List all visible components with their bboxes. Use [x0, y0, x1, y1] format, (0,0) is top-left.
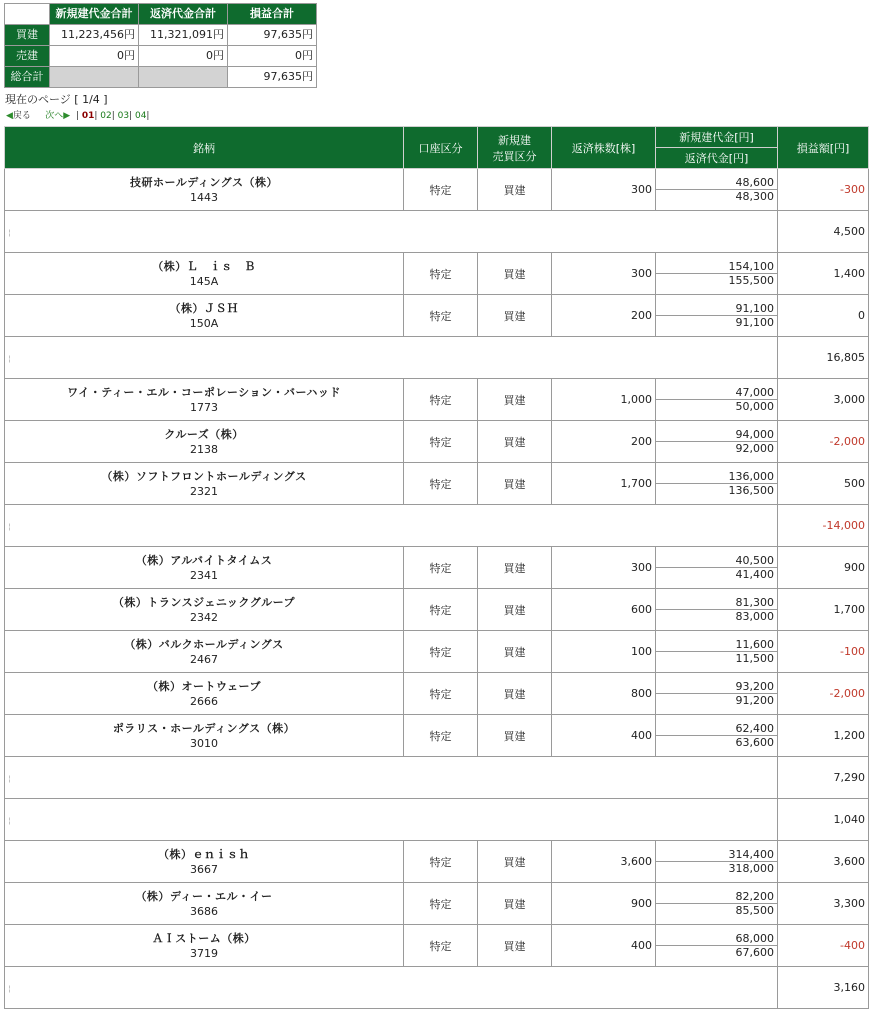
stock-name-cell [5, 673, 404, 715]
profit-loss: -100 [778, 631, 869, 673]
stock-name-cell [5, 589, 404, 631]
subtotal-profit-loss: 7,290 [778, 757, 869, 799]
summary-label-buy: 買建 [5, 25, 50, 46]
stock-name[interactable]: （株）アルバイトタイムス [135, 553, 273, 567]
stock-code: 1773 [190, 400, 218, 414]
table-row [5, 925, 869, 967]
summary-label-total: 総合計 [5, 67, 50, 88]
summary-sell-new: 0円 [50, 46, 139, 67]
repay-amount: 48,300 [735, 190, 774, 203]
repay-shares: 3,600 [552, 841, 656, 883]
table-body [5, 169, 869, 1009]
repay-amount: 91,200 [735, 694, 774, 707]
trade-type: 買建 [478, 547, 552, 589]
stock-name-cell [5, 463, 404, 505]
profit-loss: -400 [778, 925, 869, 967]
header-trade-line2: 売買区分 [492, 149, 537, 163]
repay-shares: 100 [552, 631, 656, 673]
header-name: 銘柄 [5, 127, 404, 169]
table-row [5, 841, 869, 883]
account-type: 特定 [404, 715, 478, 757]
amount-cell [656, 589, 778, 631]
summary-sell-pl: 0円 [228, 46, 317, 67]
page-info: 現在のページ [ 1/4 ] [5, 93, 108, 106]
profit-loss: 3,600 [778, 841, 869, 883]
account-type: 特定 [404, 841, 478, 883]
stock-code: 3010 [190, 736, 218, 750]
header-pl: 損益額[円] [778, 127, 869, 169]
stock-name-cell [5, 253, 404, 295]
stock-name[interactable]: （株）Ｌ ｉｓ Ｂ [152, 259, 256, 273]
profit-loss: 0 [778, 295, 869, 337]
amount-cell [656, 673, 778, 715]
trade-type: 買建 [478, 463, 552, 505]
table-header-row-1 [5, 127, 869, 148]
stock-code: 2467 [190, 652, 218, 666]
table-row [5, 379, 869, 421]
amount-cell [656, 463, 778, 505]
subtotal-tick: ¦ [8, 984, 11, 993]
new-amount: 154,100 [656, 260, 777, 274]
new-amount: 47,000 [656, 386, 777, 400]
summary-total-repay [139, 67, 228, 88]
new-amount: 93,200 [656, 680, 777, 694]
amount-cell [656, 925, 778, 967]
repay-amount: 50,000 [735, 400, 774, 413]
repay-shares: 400 [552, 715, 656, 757]
new-amount: 82,200 [656, 890, 777, 904]
profit-loss: 900 [778, 547, 869, 589]
stock-code: 3719 [190, 946, 218, 960]
stock-name-cell [5, 715, 404, 757]
amount-cell [656, 841, 778, 883]
profit-loss: -2,000 [778, 673, 869, 715]
trade-type: 買建 [478, 421, 552, 463]
subtotal-tick: ¦ [8, 774, 11, 783]
subtotal-row [5, 757, 869, 799]
trade-type: 買建 [478, 253, 552, 295]
stock-name[interactable]: （株）オートウェーブ [146, 679, 261, 693]
page-link-03[interactable]: 03 [117, 111, 130, 121]
stock-name-cell [5, 925, 404, 967]
stock-code: 145A [189, 274, 219, 288]
repay-shares: 200 [552, 295, 656, 337]
subtotal-profit-loss: 3,160 [778, 967, 869, 1009]
stock-name-cell [5, 379, 404, 421]
new-amount: 40,500 [656, 554, 777, 568]
stock-name-cell [5, 883, 404, 925]
stock-name-cell [5, 841, 404, 883]
repay-shares: 600 [552, 589, 656, 631]
stock-name-cell [5, 295, 404, 337]
page-link-02[interactable]: 02 [100, 111, 112, 121]
new-amount: 91,100 [656, 302, 777, 316]
subtotal-profit-loss: -14,000 [778, 505, 869, 547]
trade-type: 買建 [478, 715, 552, 757]
summary-header-row [5, 4, 317, 25]
subtotal-spacer [5, 211, 778, 253]
stock-code: 3667 [190, 862, 218, 876]
trade-type: 買建 [478, 925, 552, 967]
trade-type: 買建 [478, 841, 552, 883]
summary-corner [5, 4, 50, 25]
stock-code: 1443 [190, 190, 218, 204]
subtotal-row [5, 967, 869, 1009]
header-account: 口座区分 [404, 127, 478, 169]
repay-amount: 11,500 [735, 652, 774, 665]
table-row [5, 421, 869, 463]
next-link[interactable]: 次へ [45, 111, 64, 121]
table-row [5, 253, 869, 295]
table-row [5, 673, 869, 715]
repay-amount: 136,500 [728, 484, 774, 497]
prev-arrow-icon: ◀ [6, 111, 13, 121]
stock-name[interactable]: ＡＩストーム（株） [152, 931, 256, 945]
stock-name-cell [5, 631, 404, 673]
new-amount: 62,400 [656, 722, 777, 736]
repay-amount: 85,500 [735, 904, 774, 917]
repay-amount: 92,000 [735, 442, 774, 455]
account-type: 特定 [404, 589, 478, 631]
summary-buy-pl: 97,635円 [228, 25, 317, 46]
account-type: 特定 [404, 169, 478, 211]
subtotal-tick: ¦ [8, 354, 11, 363]
summary-header-pl: 損益合計 [228, 4, 317, 25]
account-type: 特定 [404, 295, 478, 337]
new-amount: 136,000 [656, 470, 777, 484]
summary-row-sell [5, 46, 317, 67]
summary-header-repay: 返済代金合計 [139, 4, 228, 25]
repay-shares: 1,000 [552, 379, 656, 421]
summary-total-pl: 97,635円 [228, 67, 317, 88]
positions-table [4, 126, 869, 1009]
stock-code: 150A [189, 316, 219, 330]
stock-code: 2341 [190, 568, 218, 582]
summary-total-new [50, 67, 139, 88]
new-amount: 48,600 [656, 176, 777, 190]
stock-code: 3686 [190, 904, 218, 918]
header-trade-line1: 新規建 [498, 133, 531, 147]
repay-shares: 900 [552, 883, 656, 925]
amount-cell [656, 883, 778, 925]
trade-type: 買建 [478, 169, 552, 211]
stock-code: 2321 [190, 484, 218, 498]
subtotal-row [5, 799, 869, 841]
profit-loss: 1,200 [778, 715, 869, 757]
profit-loss: 1,700 [778, 589, 869, 631]
repay-amount: 41,400 [735, 568, 774, 581]
repay-amount: 63,600 [735, 736, 774, 749]
account-type: 特定 [404, 673, 478, 715]
new-amount: 68,000 [656, 932, 777, 946]
stock-code: 2666 [190, 694, 218, 708]
repay-amount: 67,600 [735, 946, 774, 959]
repay-shares: 800 [552, 673, 656, 715]
trade-type: 買建 [478, 631, 552, 673]
table-row [5, 883, 869, 925]
trade-type: 買建 [478, 673, 552, 715]
subtotal-tick: ¦ [8, 522, 11, 531]
stock-name[interactable]: （株）トランスジェニックグループ [112, 595, 296, 609]
repay-shares: 300 [552, 547, 656, 589]
page-link-04[interactable]: 04 [134, 111, 147, 121]
table-row [5, 169, 869, 211]
repay-amount: 91,100 [735, 316, 774, 329]
stock-name[interactable]: （株）ｅｎｉｓｈ [158, 847, 250, 861]
profit-loss: 500 [778, 463, 869, 505]
amount-cell [656, 631, 778, 673]
account-type: 特定 [404, 631, 478, 673]
repay-shares: 200 [552, 421, 656, 463]
subtotal-profit-loss: 1,040 [778, 799, 869, 841]
stock-name-cell [5, 421, 404, 463]
subtotal-spacer [5, 757, 778, 799]
table-row [5, 547, 869, 589]
new-amount: 314,400 [656, 848, 777, 862]
profit-loss: 3,300 [778, 883, 869, 925]
page-link-01[interactable]: 01 [81, 111, 95, 121]
new-amount: 94,000 [656, 428, 777, 442]
summary-row-buy [5, 25, 317, 46]
table-row [5, 295, 869, 337]
amount-cell [656, 379, 778, 421]
stock-name[interactable]: クルーズ（株） [164, 427, 244, 441]
subtotal-spacer [5, 337, 778, 379]
stock-name[interactable]: （株）ソフトフロントホールディングス [101, 469, 307, 483]
stock-name-cell [5, 169, 404, 211]
subtotal-spacer [5, 967, 778, 1009]
new-amount: 11,600 [656, 638, 777, 652]
new-amount: 81,300 [656, 596, 777, 610]
subtotal-row [5, 337, 869, 379]
table-row [5, 715, 869, 757]
subtotal-tick: ¦ [8, 816, 11, 825]
stock-name[interactable]: ポラリス・ホールディングス（株） [112, 721, 296, 735]
repay-amount: 83,000 [735, 610, 774, 623]
account-type: 特定 [404, 925, 478, 967]
amount-cell [656, 547, 778, 589]
repay-shares: 1,700 [552, 463, 656, 505]
pager: ◀戻る 次へ▶ | 01| 02| 03| 04| [6, 111, 150, 121]
stock-name[interactable]: （株）バルクホールディングス [124, 637, 284, 651]
trade-type: 買建 [478, 379, 552, 421]
subtotal-row [5, 211, 869, 253]
repay-amount: 155,500 [728, 274, 774, 287]
stock-code: 2342 [190, 610, 218, 624]
summary-row-total [5, 67, 317, 88]
stock-code: 2138 [190, 442, 218, 456]
summary-buy-repay: 11,321,091円 [139, 25, 228, 46]
amount-cell [656, 715, 778, 757]
subtotal-spacer [5, 799, 778, 841]
subtotal-tick: ¦ [8, 228, 11, 237]
amount-cell [656, 295, 778, 337]
amount-cell [656, 169, 778, 211]
next-arrow-icon: ▶ [63, 111, 71, 121]
account-type: 特定 [404, 253, 478, 295]
summary-label-sell: 売建 [5, 46, 50, 67]
summary-table [4, 3, 317, 88]
table-row [5, 463, 869, 505]
subtotal-row [5, 505, 869, 547]
repay-shares: 300 [552, 169, 656, 211]
repay-shares: 300 [552, 253, 656, 295]
profit-loss: 3,000 [778, 379, 869, 421]
prev-link[interactable]: 戻る [12, 111, 31, 121]
trade-type: 買建 [478, 883, 552, 925]
table-row [5, 631, 869, 673]
header-repay-amount: 返済代金[円] [656, 148, 778, 169]
header-new-amount: 新規建代金[円] [656, 127, 778, 148]
stock-name[interactable]: （株）ディー・エル・イー [135, 889, 273, 903]
trade-type: 買建 [478, 295, 552, 337]
header-trade [478, 127, 552, 169]
table-row [5, 589, 869, 631]
stock-name[interactable]: 技研ホールディングス（株） [129, 175, 279, 189]
stock-name[interactable]: （株）ＪＳＨ [169, 301, 239, 315]
amount-cell [656, 253, 778, 295]
trade-type: 買建 [478, 589, 552, 631]
stock-name-cell [5, 547, 404, 589]
amount-cell [656, 421, 778, 463]
summary-buy-new: 11,223,456円 [50, 25, 139, 46]
account-type: 特定 [404, 547, 478, 589]
subtotal-spacer [5, 505, 778, 547]
subtotal-profit-loss: 16,805 [778, 337, 869, 379]
summary-header-new: 新規建代金合計 [50, 4, 139, 25]
account-type: 特定 [404, 883, 478, 925]
profit-loss: -2,000 [778, 421, 869, 463]
profit-loss: 1,400 [778, 253, 869, 295]
account-type: 特定 [404, 379, 478, 421]
account-type: 特定 [404, 421, 478, 463]
repay-amount: 318,000 [728, 862, 774, 875]
subtotal-profit-loss: 4,500 [778, 211, 869, 253]
repay-shares: 400 [552, 925, 656, 967]
header-shares: 返済株数[株] [552, 127, 656, 169]
stock-name[interactable]: ワイ・ティー・エル・コーポレーション・バーハッド [67, 385, 341, 399]
profit-loss: -300 [778, 169, 869, 211]
account-type: 特定 [404, 463, 478, 505]
summary-sell-repay: 0円 [139, 46, 228, 67]
